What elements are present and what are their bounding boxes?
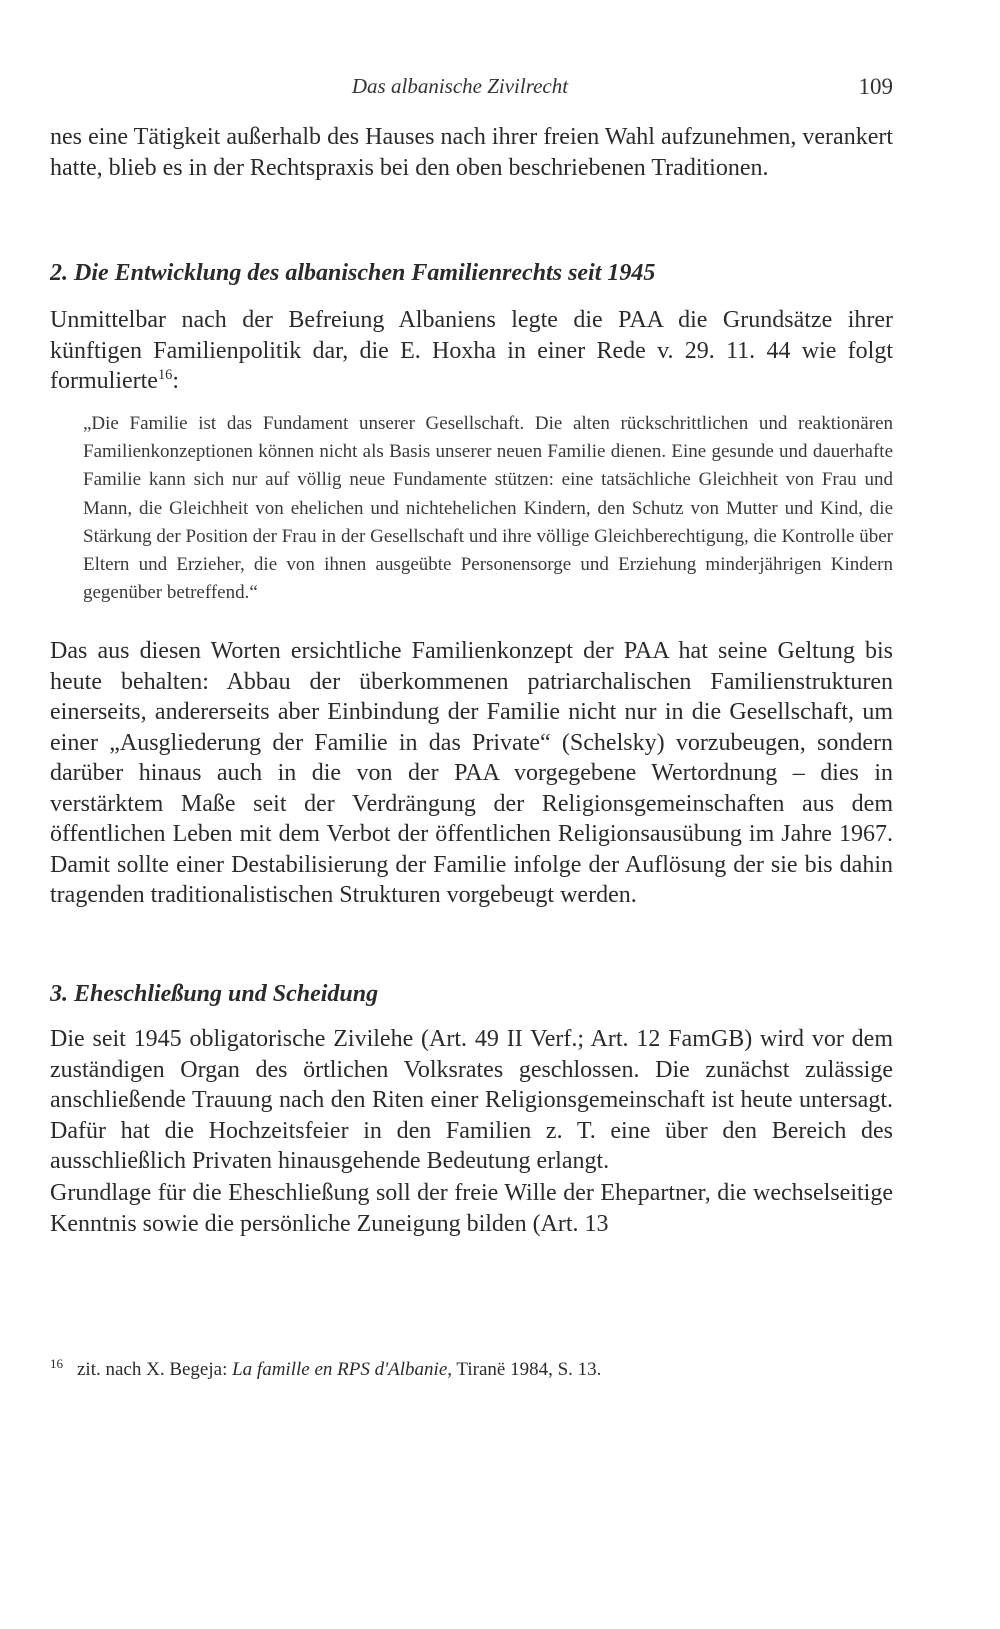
section-heading-2: 2. Die Entwicklung des albanischen Familienrechts seit 1945	[50, 260, 656, 286]
paragraph-intro	[50, 305, 893, 397]
paragraph-continuation: nes eine Tätigkeit außerhalb des Hauses nach ihrer freien Wahl aufzunehmen, verankert hatte, blieb es in der Rechtspraxis bei den oben beschriebenen Traditionen.	[50, 124, 893, 181]
paragraph-family-concept: Das aus diesen Worten ersichtliche Familienkonzept der PAA hat seine Geltung bis heute behalten: Abbau der überkommenen patriarchalischen Familienstrukturen einerseits, andererseits aber Einbindung der Familie nicht nur in die Gesellschaft, um einer „Ausgliederung der Familie in das Private“ (Schelsky) vorzubeugen, sondern darüber hinaus auch in die von der PAA vorgegebene Wertordnung – dies in verstärktem Maße seit der Verdrängung der Religionsgemeinschaften aus dem öffentlichen Leben mit dem Verbot der öffentlichen Religionsausübung im Jahre 1967. Damit sollte einer Destabilisierung der Familie infolge der Auflösung der sie bis dahin tragenden traditionalistischen Strukturen vorgebeugt werden.	[50, 638, 893, 908]
running-head	[0, 74, 893, 104]
page-number: 109	[858, 74, 893, 99]
paragraph-marriage-basis: Grundlage für die Eheschließung soll der freie Wille der Ehepartner, die wechselseitige Kenntnis sowie die persönliche Zuneigung bilden (Art. 13	[50, 1180, 893, 1237]
footnote-prefix: zit. nach X. Begeja:	[77, 1359, 233, 1380]
paragraph-intro-colon: :	[172, 368, 180, 394]
footnote-mark: 16	[50, 1355, 63, 1371]
footnote-title: La famille en RPS d'Albanie	[232, 1359, 448, 1380]
footnote-16	[50, 1357, 893, 1383]
footnote-ref-16: 16	[157, 367, 173, 383]
paragraph-intro-text: Unmittelbar nach der Befreiung Albaniens legte die PAA die Grundsätze ihrer künftigen Familienpolitik dar, die E. Hoxha in einer Rede v. 29. 11. 44 wie folgt formulierte	[50, 307, 893, 394]
block-quote: „Die Familie ist das Fundament unserer Gesellschaft. Die alten rückschrittlichen und reaktionären Familienkonzeptionen können nicht als Basis unserer neuen Familie dienen. Eine gesunde und dauerhafte Familie kann sich nur auf völlig neue Fundamente stützen: eine tatsächliche Gleichheit von Frau und Mann, die Gleichheit von ehelichen und nichtehelichen Kindern, den Schutz von Mutter und Kind, die Stärkung der Position der Frau in der Gesellschaft und ihre völlige Gleichberechtigung, die Kontrolle über Eltern und Erzieher, die von ihnen ausgeübte Personensorge und Erziehung minderjährigen Kindern gegenüber betreffend.“	[83, 413, 893, 604]
section-heading-3: 3. Eheschließung und Scheidung	[50, 981, 379, 1007]
paragraph-civil-marriage: Die seit 1945 obligatorische Zivilehe (Art. 49 II Verf.; Art. 12 FamGB) wird vor dem zuständigen Organ des örtlichen Volksrates geschlossen. Die zunächst zulässige anschließende Trauung nach den Riten einer Religionsgemeinschaft ist heute untersagt. Dafür hat die Hochzeitsfeier in den Familien z. T. eine über den Bereich des ausschließlich Privaten hinausgehende Bedeutung erlangt.	[50, 1026, 893, 1174]
footnote-suffix: , Tiranë 1984, S. 13.	[447, 1359, 602, 1380]
running-title: Das albanische Zivilrecht	[351, 74, 569, 98]
